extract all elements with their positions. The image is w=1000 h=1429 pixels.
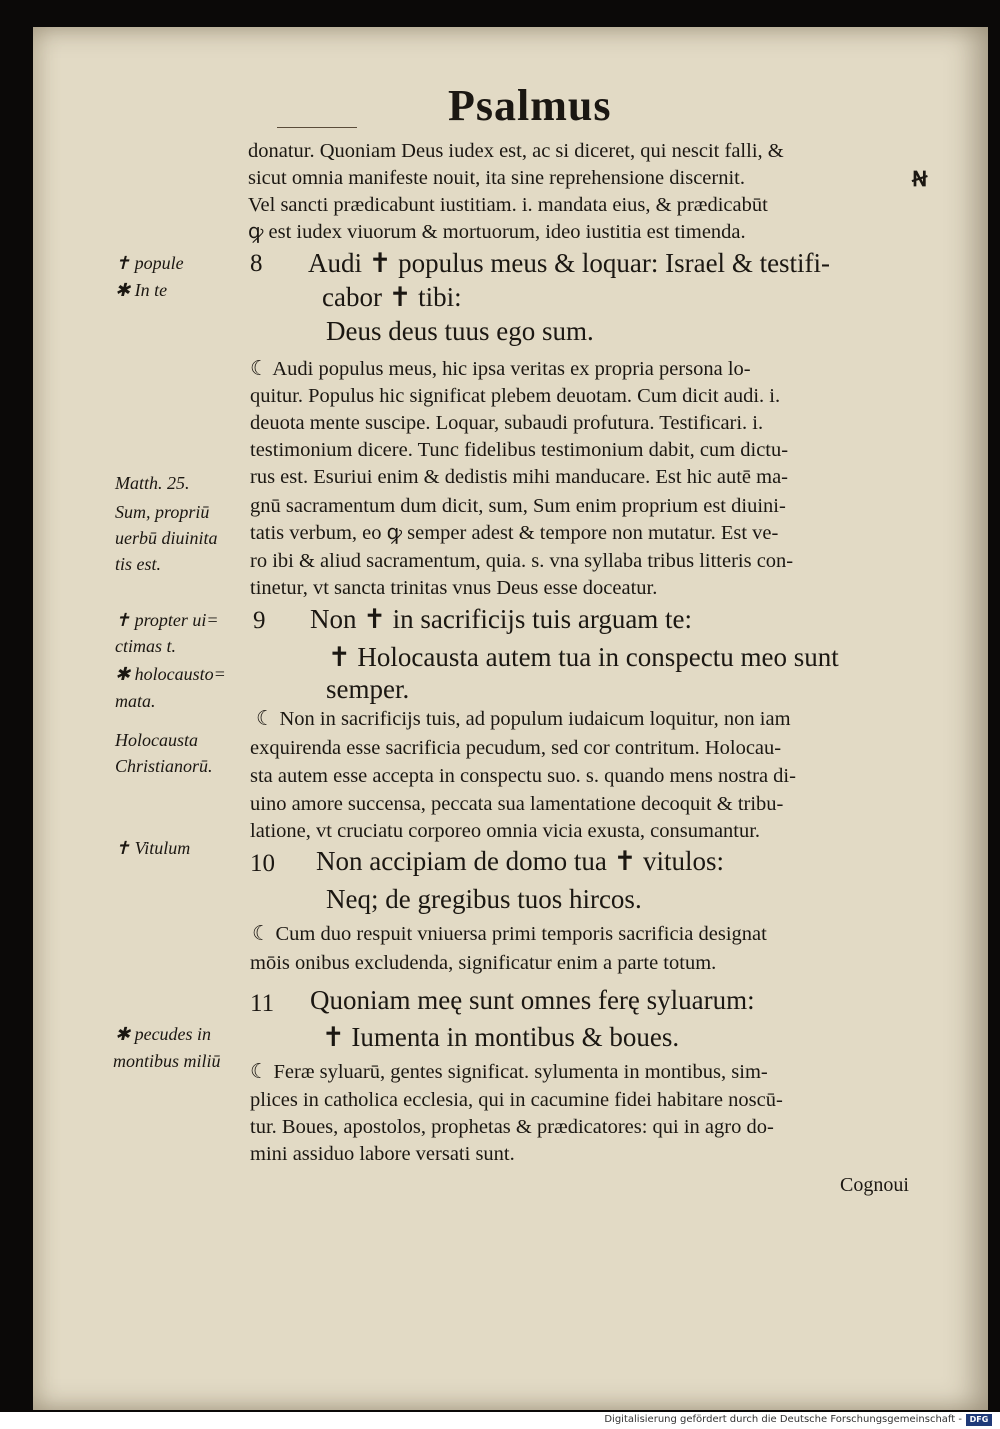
commentary-line: quitur. Populus hic significat plebem deuotam. Cum dicit audi. i.	[250, 385, 781, 407]
commentary-line: uino amore succensa, peccata sua lamentatione decoquit & tribu-	[250, 793, 784, 815]
verse-line: Non accipiam de domo tua ✝ vitulos:	[316, 846, 725, 876]
dfg-logo: DFG	[966, 1414, 992, 1426]
footer-credit: Digitalisierung gefördert durch die Deutsche Forschungsgemeinschaft -	[604, 1414, 962, 1425]
commentary-line: sta autem esse accepta in conspectu suo. s. quando mens nostra di-	[250, 765, 796, 787]
margin-note: ✱ In te	[115, 280, 168, 300]
verse-line: Non ✝ in sacrificijs tuis arguam te:	[310, 604, 693, 634]
margin-note: montibus miliū	[113, 1051, 221, 1071]
verse-line: Quoniam meę sunt omnes ferę syluarum:	[310, 985, 755, 1015]
digitization-footer	[0, 1412, 1000, 1429]
verse-line: Audi ✝ populus meus & loquar: Israel & testifi-	[308, 248, 831, 278]
commentary-line: ☾ Audi populus meus, hic ipsa veritas ex propria persona lo-	[250, 358, 751, 380]
commentary-line: gnū sacramentum dum dicit, sum, Sum enim proprium est diuini-	[250, 495, 786, 517]
title-rule	[277, 127, 357, 128]
section-mark: Ꞥ	[912, 169, 928, 191]
commentary-line: ☾ Cum duo respuit vniuersa primi temporis sacrificia designat	[252, 923, 767, 945]
commentary-line: tinetur, vt sancta trinitas vnus Deus esse doceatur.	[250, 577, 658, 599]
commentary-line: deuota mente suscipe. Loquar, subaudi profutura. Testificari. i.	[250, 412, 764, 434]
verse-number: 10	[250, 850, 275, 877]
commentary-line: ☾ Feræ syluarū, gentes significat. sylumenta in montibus, sim-	[250, 1061, 768, 1083]
margin-note: uerbū diuinita	[115, 528, 218, 548]
margin-note: Sum, propriū	[115, 502, 210, 522]
text-line: ꝙ est iudex viuorum & mortuorum, ideo iustitia est timenda.	[248, 221, 746, 243]
text-line: donatur. Quoniam Deus iudex est, ac si diceret, qui nescit falli, &	[248, 140, 784, 162]
verse-number: 9	[253, 607, 266, 634]
commentary-line: mōis onibus excludenda, significatur enim a parte totum.	[250, 952, 717, 974]
catchword: Cognoui	[840, 1174, 909, 1196]
verse-line: ✝ Iumenta in montibus & boues.	[322, 1022, 680, 1052]
margin-note: ctimas t.	[115, 636, 176, 656]
margin-note: ✝ popule	[115, 253, 184, 273]
commentary-line: ro ibi & aliud sacramentum, quia. s. vna syllaba tribus litteris con-	[250, 550, 794, 572]
commentary-line: mini assiduo labore versati sunt.	[250, 1143, 515, 1165]
commentary-line: exquirenda esse sacrificia pecudum, sed cor contritum. Holocau-	[250, 737, 782, 759]
running-title: Psalmus	[448, 81, 612, 130]
verse-line: semper.	[326, 674, 410, 704]
commentary-line: testimonium dicere. Tunc fidelibus testimonium dabit, cum dictu-	[250, 439, 789, 461]
margin-note: mata.	[115, 691, 156, 711]
verse-line: cabor ✝ tibi:	[322, 282, 462, 312]
verse-line: Deus deus tuus ego sum.	[326, 316, 594, 346]
commentary-line: tatis verbum, eo ꝙ semper adest & tempore non mutatur. Est ve-	[250, 522, 779, 544]
text-line: sicut omnia manifeste nouit, ita sine reprehensione discernit.	[248, 167, 745, 189]
verse-number: 11	[250, 990, 275, 1017]
margin-note: ✱ pecudes in	[115, 1024, 212, 1044]
verse-line: Neq; de gregibus tuos hircos.	[326, 884, 642, 914]
margin-note: tis est.	[115, 554, 162, 574]
margin-note: Matth. 25.	[115, 473, 190, 493]
margin-note: Holocausta	[115, 730, 198, 750]
verse-line: ✝ Holocausta autem tua in conspectu meo sunt	[328, 642, 839, 672]
commentary-line: rus est. Esuriui enim & dedistis mihi manducare. Est hic autē ma-	[250, 466, 789, 488]
text-line: Vel sancti prædicabunt iustitiam. i. mandata eius, & prædicabūt	[248, 194, 768, 216]
commentary-line: tur. Boues, apostolos, prophetas & prædicatores: qui in agro do-	[250, 1116, 774, 1138]
margin-note: ✱ holocausto=	[115, 664, 226, 684]
margin-note: ✝ Vitulum	[115, 838, 191, 858]
commentary-line: ☾ Non in sacrificijs tuis, ad populum iudaicum loquitur, non iam	[256, 708, 791, 730]
margin-note: ✝ propter ui=	[115, 610, 219, 630]
commentary-line: plices in catholica ecclesia, qui in cacumine fidei habitare noscū-	[250, 1089, 783, 1111]
commentary-line: latione, vt cruciatu corporeo omnia vicia exusta, consumantur.	[250, 820, 761, 842]
verse-number: 8	[250, 250, 263, 277]
margin-note: Christianorū.	[115, 756, 213, 776]
